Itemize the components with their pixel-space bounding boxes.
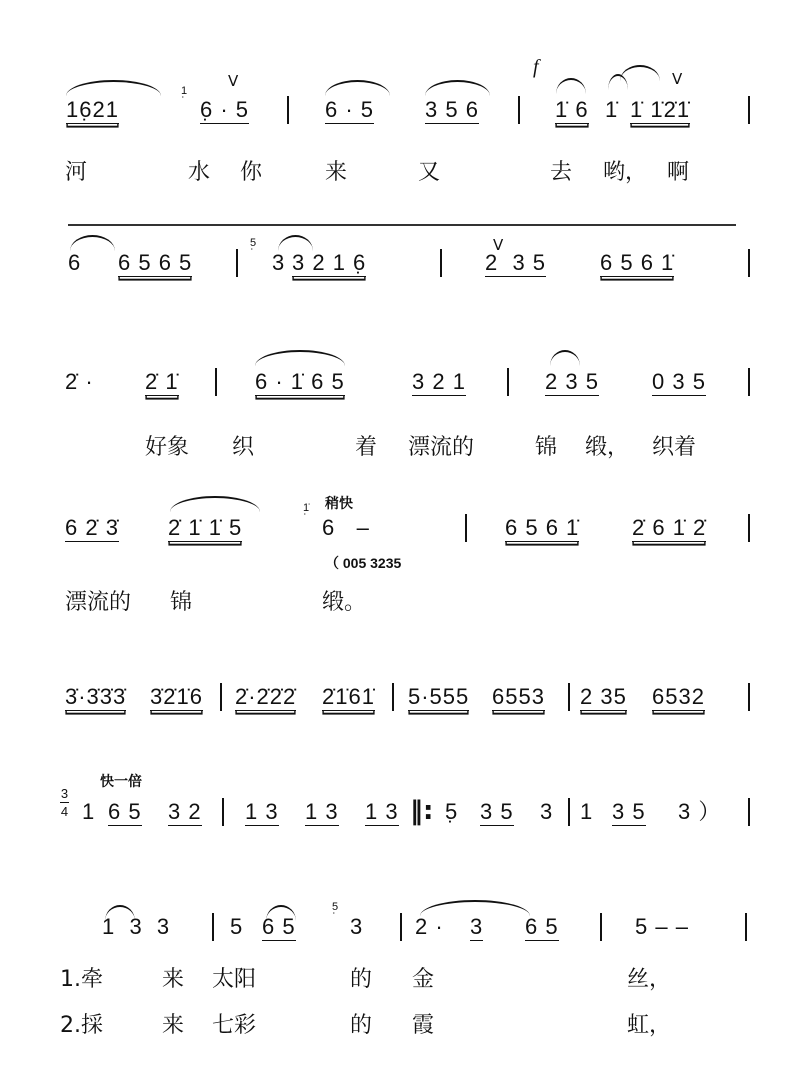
barline — [392, 683, 394, 711]
grace-note: 1̇ ʿ — [303, 503, 309, 522]
note-group: 16̣21 — [66, 97, 119, 122]
lyric: 锦 — [535, 435, 558, 460]
lyric: 太阳 — [212, 967, 257, 992]
lyric: 漂流的 — [408, 435, 475, 460]
grace-note: 1 ʿ — [181, 86, 187, 105]
barline — [236, 249, 238, 277]
slur — [425, 80, 490, 96]
lyric: 漂流的 — [65, 590, 132, 615]
barline — [748, 683, 750, 711]
note-group: 6532 — [652, 684, 705, 709]
note-group: 1̇ 6 — [555, 97, 589, 122]
lyric: 啊 — [667, 160, 690, 185]
breath-mark: V — [228, 72, 239, 90]
barline — [748, 96, 750, 124]
note-group: 5 — [230, 914, 244, 939]
note-group: 2 · — [415, 914, 444, 939]
note-group: 3 — [272, 250, 286, 275]
lyric: 锦 — [170, 590, 193, 615]
lyric: 来 — [325, 160, 348, 185]
lyric: 你 — [240, 160, 263, 185]
lyric: 去 — [550, 160, 573, 185]
barline — [212, 913, 214, 941]
lyric: 金 — [412, 967, 435, 992]
barline — [400, 913, 402, 941]
note-group: 1̇ 1̇2̇1̇ — [630, 97, 691, 122]
slur — [70, 235, 115, 251]
note-group: 6̣ · 5 — [200, 97, 250, 122]
note-group: 1 — [82, 799, 96, 824]
note-group: 1 3 — [245, 799, 279, 824]
note-group: 2̇1̇61̇ — [322, 684, 375, 709]
note-group: 3 5 — [612, 799, 646, 824]
barline — [748, 798, 750, 826]
note-group: 2 3 5 — [485, 250, 547, 275]
barline — [507, 368, 509, 396]
note-group: 1 — [580, 799, 594, 824]
barline — [748, 514, 750, 542]
note-group: 3 — [470, 914, 484, 939]
note-group: 0 3 5 — [652, 369, 706, 394]
barline — [287, 96, 289, 124]
slur — [105, 905, 135, 921]
time-signature-bottom: 4 — [60, 804, 69, 819]
note-group: 3 ） — [678, 799, 722, 824]
slur — [278, 235, 313, 251]
slur — [66, 80, 161, 96]
note-group: 2̇ · — [65, 369, 94, 394]
note-group: 1 3 — [305, 799, 339, 824]
slur — [325, 80, 390, 96]
note-group: 3 — [540, 799, 554, 824]
note-group: 5·555 — [408, 684, 470, 709]
note-group: 6 5 — [525, 914, 559, 939]
time-signature-top: 3 — [60, 786, 69, 801]
slur — [266, 905, 296, 921]
note-group: 6553 — [492, 684, 545, 709]
lyric: 的 — [350, 967, 373, 992]
note-group: 2 35 — [580, 684, 627, 709]
barline — [518, 96, 520, 124]
note-group: 2̇·2̇2̇2̇ — [235, 684, 297, 709]
note-group: 1̇ — [605, 97, 619, 122]
note-group: 1 3 3 — [102, 914, 171, 939]
slur — [420, 900, 530, 916]
slur — [170, 496, 260, 512]
note-group: 6 – — [322, 515, 370, 540]
note-group: 6 5 6 5 — [118, 250, 193, 275]
lyric: 来 — [162, 1013, 185, 1038]
barline — [568, 683, 570, 711]
barline — [745, 913, 747, 941]
note-group: 6 · 1̇ 6 5 — [255, 369, 345, 394]
note-group: 3̇·3̇3̇3̇ — [65, 684, 127, 709]
barline — [748, 249, 750, 277]
lyric: 织着 — [652, 435, 697, 460]
lyric: 来 — [162, 967, 185, 992]
note-group: 6 5 — [108, 799, 142, 824]
slur — [620, 65, 660, 81]
time-signature — [60, 787, 69, 818]
lyric: 的 — [350, 1013, 373, 1038]
note-group: 2̇ 1̇ — [145, 369, 179, 394]
slur — [255, 350, 345, 366]
barline — [222, 798, 224, 826]
lyric: 河 — [65, 160, 88, 185]
note-group: 3 2 1 6̣ — [292, 250, 367, 275]
breath-mark: V — [493, 236, 504, 254]
note-group: 6 5 6 1̇ — [505, 515, 580, 540]
note-group: 6 · 5 — [325, 97, 375, 122]
repeat-sign: ‖: — [410, 796, 434, 826]
tempo-mark: 稍快 — [325, 496, 353, 512]
note-group: 5 – – — [635, 914, 689, 939]
barline — [465, 514, 467, 542]
lyric: 着 — [355, 435, 378, 460]
note-group: 3 2 1 — [412, 369, 466, 394]
note-group: 3 5 — [480, 799, 514, 824]
note-group: 2 3 5 — [545, 369, 599, 394]
slur — [556, 78, 586, 94]
barline — [440, 249, 442, 277]
lyric: 缎， — [585, 435, 630, 460]
lyric: 丝， — [627, 967, 672, 992]
note-group: 5̣ — [445, 799, 459, 824]
note-group: 3 5 6 — [425, 97, 479, 122]
lyric: 七彩 — [212, 1013, 257, 1038]
lyric: 又 — [418, 160, 441, 185]
lyric: 1.牵 — [60, 967, 103, 992]
note-group: 2̇ 1̇ 1̇ 5 — [168, 515, 243, 540]
lyric: 缎。 — [322, 590, 367, 615]
interlude-notes: （ 005 3235 — [325, 555, 402, 571]
note-group: 6 — [68, 250, 82, 275]
breath-mark: V — [672, 70, 683, 88]
note-group: 1 3 — [365, 799, 399, 824]
note-group: 6 2̇ 3̇ — [65, 515, 119, 540]
barline — [220, 683, 222, 711]
staff-divider — [68, 224, 736, 226]
lyric: 哟， — [603, 160, 648, 185]
dynamic-forte: f — [533, 56, 539, 78]
lyric: 织 — [232, 435, 255, 460]
lyric: 霞 — [412, 1013, 435, 1038]
tempo-mark: 快一倍 — [100, 774, 142, 790]
lyric: 虹， — [627, 1013, 672, 1038]
grace-note: 5 ʿ — [250, 238, 256, 257]
slur — [550, 350, 580, 366]
barline — [748, 368, 750, 396]
note-group: 6 5 — [262, 914, 296, 939]
note-group: 3 — [350, 914, 364, 939]
grace-note: 5 ʿ — [332, 902, 338, 921]
barline — [600, 913, 602, 941]
lyric: 2.採 — [60, 1013, 103, 1038]
note-group: 6 5 6 1̇ — [600, 250, 675, 275]
note-group: 3 2 — [168, 799, 202, 824]
barline — [568, 798, 570, 826]
note-group: 2̇ 6 1̇ 2̇ — [632, 515, 707, 540]
lyric: 水 — [188, 160, 211, 185]
note-group: 3̇2̇1̇6 — [150, 684, 203, 709]
lyric: 好象 — [145, 435, 190, 460]
barline — [215, 368, 217, 396]
